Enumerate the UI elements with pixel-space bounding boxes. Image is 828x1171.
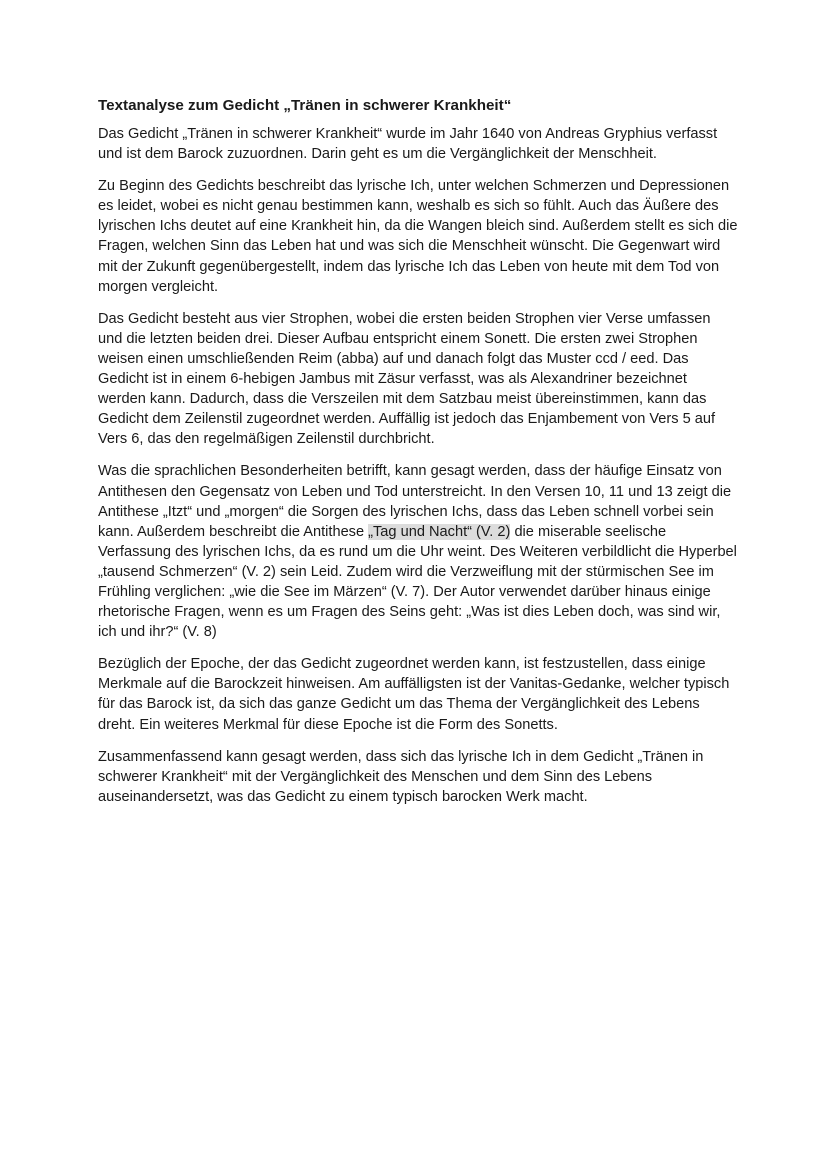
paragraph-language-text-start: Was die sprachlichen Besonderheiten betrifft, kann gesagt werden, dass der häufige Einsatz von Antithesen den Gegensatz von Leben und Tod unterstreicht. In den Versen 10, 11 und 13 zeigt die Antithese „Itzt“ und „morgen“ die Sorgen des lyrischen Ichs, dass das Leben schnell vorbei sein kann. Außerdem beschreibt die Antithese xyxy=(98,463,732,540)
paragraph-language xyxy=(98,461,738,642)
paragraph-introduction: Das Gedicht „Tränen in schwerer Krankheit“ wurde im Jahr 1640 von Andreas Gryphius verfasst und ist dem Barock zuzuordnen. Darin geht es um die Vergänglichkeit der Menschheit. xyxy=(98,126,718,163)
paragraph-form: Das Gedicht besteht aus vier Strophen, wobei die ersten beiden Strophen vier Verse umfassen und die letzten beiden drei. Dieser Aufbau entspricht einem Sonett. Die ersten zwei Strophen weisen einen umschließenden Reim (abba) auf und danach folgt das Muster ccd / eed. Das Gedicht ist in einem 6-hebigen Jambus mit Zäsur verfasst, was als Alexandriner bezeichnet werden kann. Dadurch, dass die Verszeilen mit dem Satzbau meist übereinstimmen, kann das Gedicht dem Zeilenstil zugeordnet werden. Auffällig ist jedoch das Enjambement von Vers 5 auf Vers 6, das den regelmäßigen Zeilenstil durchbricht. xyxy=(98,310,716,448)
paragraph-content: Zu Beginn des Gedichts beschreibt das lyrische Ich, unter welchen Schmerzen und Depressionen es leidet, wobei es nicht genau bestimmen kann, weshalb es sich so fühlt. Auch das Äußere des lyrischen Ichs deutet auf eine Krankheit hin, da die Wangen bleich sind. Außerdem stellt es sich die Fragen, welchen Sinn das Leben hat und was sich die Menschheit wünscht. Die Gegenwart wird mit der Zukunft gegenübergestellt, indem das lyrische Ich das Leben von heute mit dem Tod von morgen vergleicht. xyxy=(98,178,738,295)
paragraph-conclusion: Zusammenfassend kann gesagt werden, dass sich das lyrische Ich in dem Gedicht „Tränen in schwerer Krankheit“ mit der Vergänglichkeit des Menschen und dem Sinn des Lebens auseinandersetzt, was das Gedicht zu einem typisch barocken Werk macht. xyxy=(98,748,704,805)
paragraph-epoch: Bezüglich der Epoche, der das Gedicht zugeordnet werden kann, ist festzustellen, dass einige Merkmale auf die Barockzeit hinweisen. Am auffälligsten ist der Vanitas-Gedanke, welcher typisch für das Barock ist, da sich das ganze Gedicht um das Thema der Vergänglichkeit des Lebens dreht. Ein weiteres Merkmal für diese Epoche ist die Form des Sonetts. xyxy=(98,656,730,733)
paragraph-language-text-end: die miserable seelische Verfassung des lyrischen Ichs, da es rund um die Uhr weint. Des Weiteren verbildlicht die Hyperbel „tausend Schmerzen“ (V. 2) sein Leid. Zudem wird die Verzweiflung mit der stürmischen See im Frühling verglichen: „wie die See im Märzen“ (V. 7). Der Autor verwendet darüber hinaus einige rhetorische Fragen, wenn es um Fragen des Seins geht: „Was ist dies Leben doch, was sind wir, ich und ihr?“ (V. 8) xyxy=(98,523,737,641)
document-title: Textanalyse zum Gedicht „Tränen in schwerer Krankheit“ xyxy=(98,97,512,114)
document-page xyxy=(98,96,738,819)
highlighted-quote: „Tag und Nacht“ (V. 2) xyxy=(368,523,511,540)
